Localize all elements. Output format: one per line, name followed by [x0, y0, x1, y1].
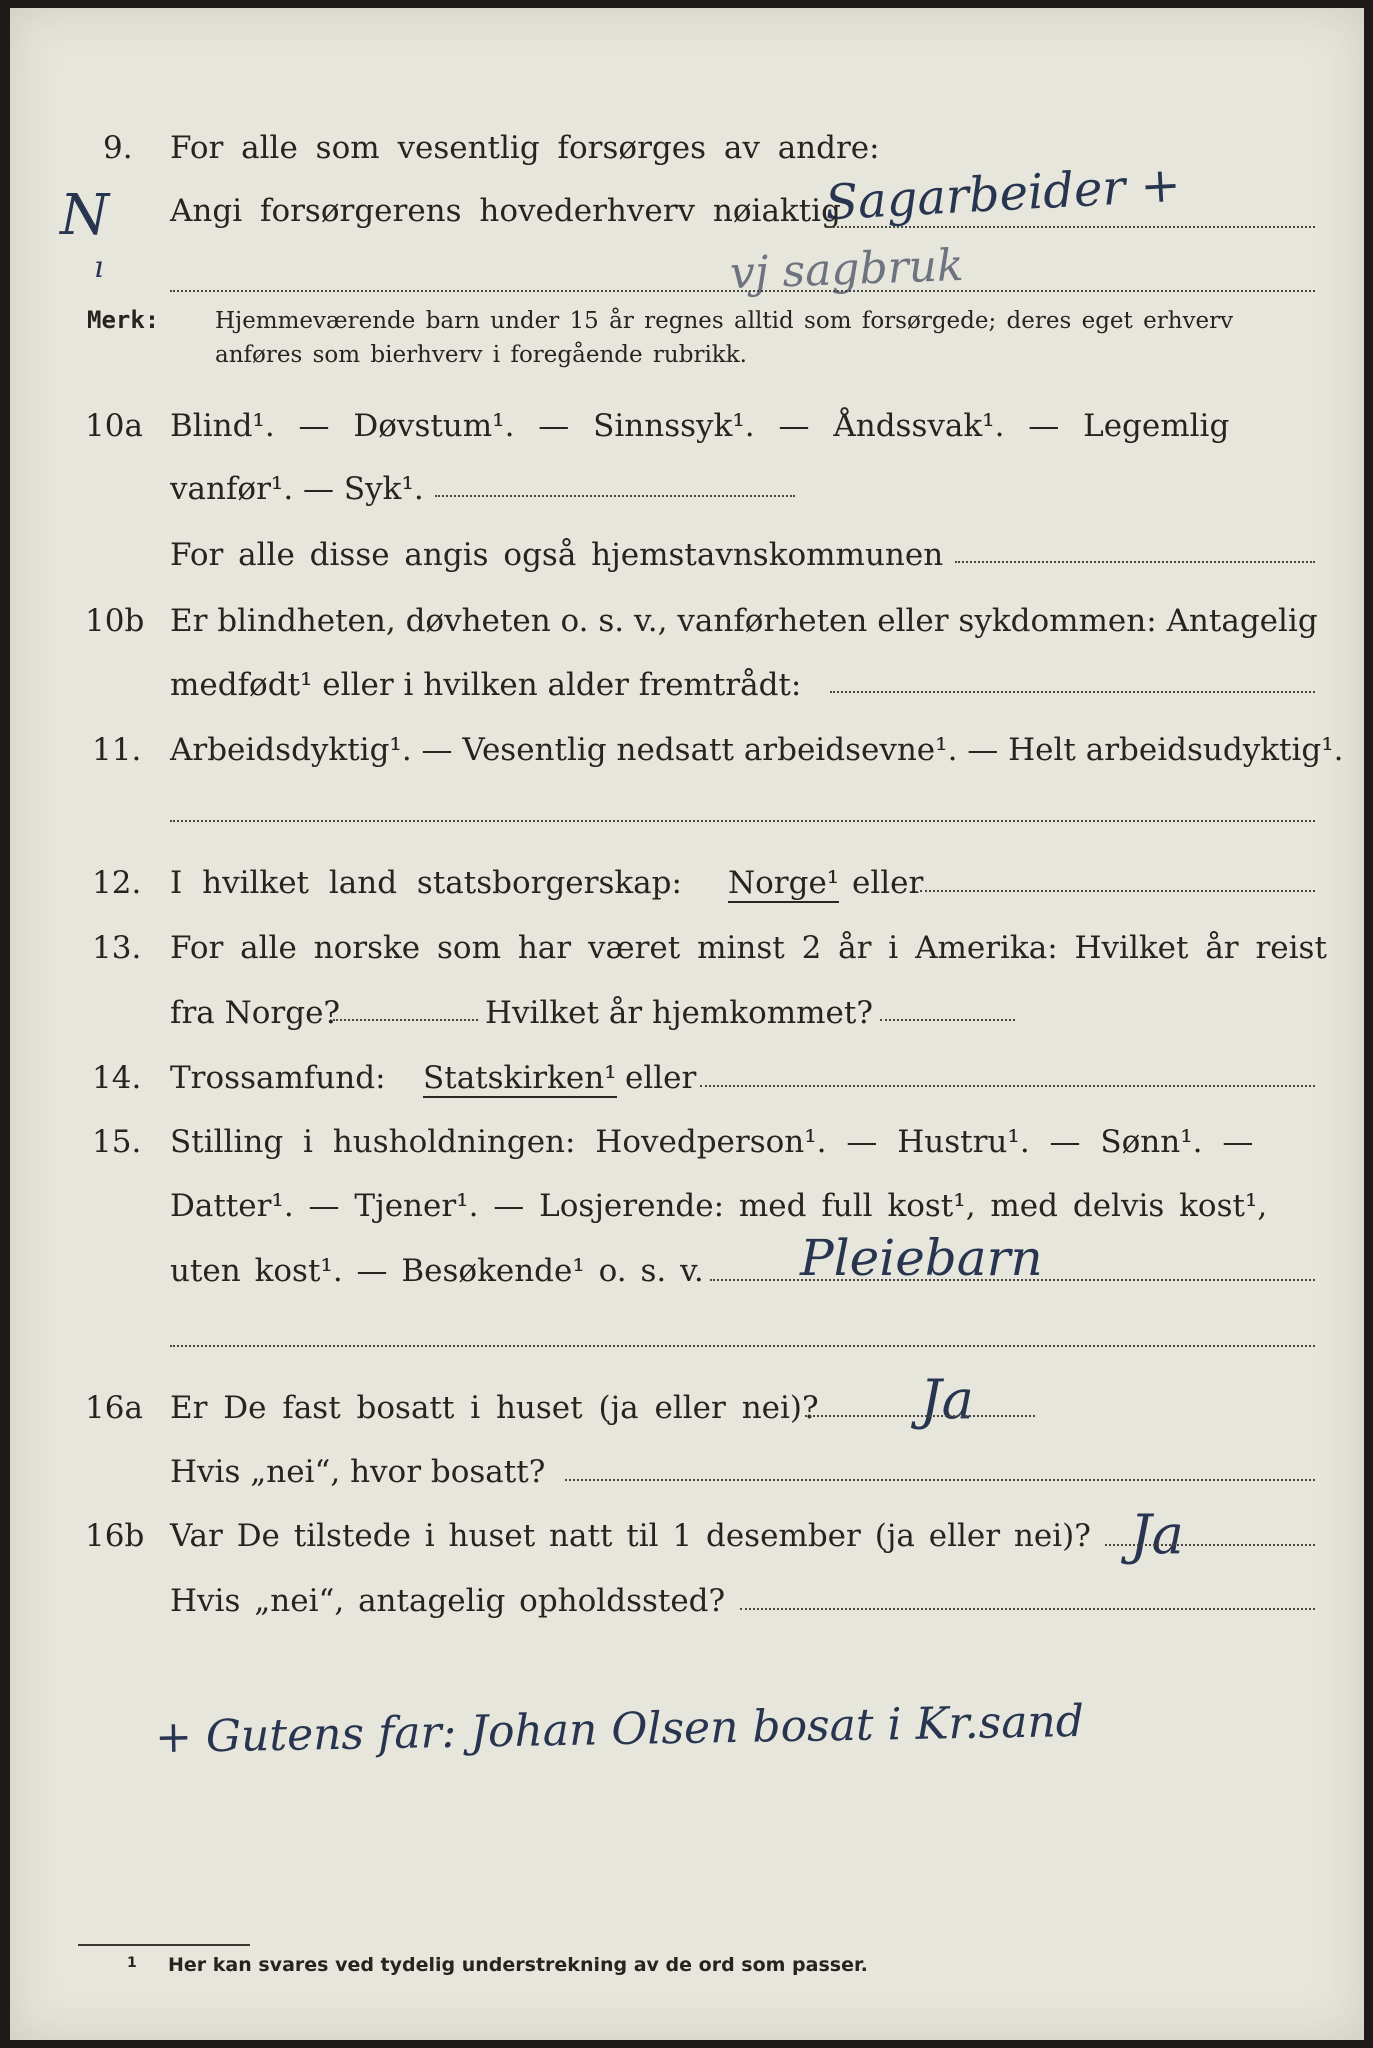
q16b-line2: Hvis „nei“, antagelig opholdssted? [170, 1583, 726, 1619]
q9-answer-line1 [825, 226, 1315, 228]
q9-line1: For alle som vesentlig forsørges av andre: [170, 130, 880, 166]
footnote-rule [78, 1944, 250, 1946]
q14-eller: eller [625, 1060, 697, 1096]
q13-year-returned-line [880, 1019, 1015, 1021]
q10a-line1: Blind¹. — Døvstum¹. — Sinnssyk¹. — Åndssvak¹. — Legemlig [170, 408, 1230, 444]
q10b-number: 10b [85, 603, 145, 639]
q16b-location-line [740, 1608, 1315, 1610]
q13-line2a: fra Norge? [170, 995, 341, 1031]
margin-mark-n: N [60, 183, 109, 248]
q13-line2b: Hvilket år hjemkommet? [485, 995, 873, 1031]
merk-line2: anføres som bierhverv i foregående rubrikk. [215, 342, 747, 368]
q15-answer-line1 [710, 1279, 1315, 1281]
q13-line1: For alle norske som har været minst 2 år i Amerika: Hvilket år reist [170, 930, 1327, 966]
q10b-line1: Er blindheten, døvheten o. s. v., vanførheten eller sykdommen: Antagelig [170, 603, 1318, 639]
q16b-line1: Var De tilstede i huset natt til 1 desember (ja eller nei)? [170, 1518, 1091, 1554]
q14-statskirken-underlined: Statskirken¹ [423, 1060, 617, 1096]
q15-line1: Stilling i husholdningen: Hovedperson¹. — Hustru¹. — Sønn¹. — [170, 1124, 1254, 1160]
q10a-municipality-line [955, 561, 1315, 563]
q11-line1: Arbeidsdyktig¹. — Vesentlig nedsatt arbeidsevne¹. — Helt arbeidsudyktig¹. [170, 732, 1344, 768]
q16b-number: 16b [85, 1518, 145, 1554]
q9-answer-workplace: vj sagbruk [729, 239, 965, 300]
q10b-line2: medfødt¹ eller i hvilken alder fremtrådt: [170, 667, 802, 703]
q10a-line3: For alle disse angis også hjemstavnskommunen [170, 537, 944, 573]
footnote-mark: 1 [127, 1955, 137, 1971]
q14-label: Trossamfund: [170, 1060, 386, 1096]
q11-number: 11. [92, 732, 142, 768]
q10a-line2: vanfør¹. — Syk¹. [170, 471, 424, 507]
q13-number: 13. [92, 930, 142, 966]
q16a-line2: Hvis „nei“, hvor bosatt? [170, 1454, 546, 1490]
merk-label: Merk: [87, 306, 160, 334]
q11-answer-line [170, 820, 1315, 822]
q16a-residence-line [565, 1479, 1315, 1481]
q10a-sick-line [435, 495, 795, 497]
q9-answer-occupation: Sagarbeider + [823, 156, 1183, 232]
q15-number: 15. [92, 1124, 142, 1160]
q12-norge-underlined: Norge¹ [728, 865, 840, 901]
q16a-answer-line [805, 1415, 1035, 1417]
q10a-number: 10a [85, 408, 143, 444]
q14-answer-line [700, 1085, 1315, 1087]
handwritten-note: + Gutens far: Johan Olsen bosat i Kr.sand [154, 1695, 1085, 1764]
q15-answer-line2 [170, 1345, 1315, 1347]
merk-line1: Hjemmeværende barn under 15 år regnes alltid som forsørgede; deres eget erhverv [215, 308, 1234, 334]
q16a-answer: Ja [920, 1368, 974, 1431]
q16a-number: 16a [85, 1390, 143, 1426]
q15-line2: Datter¹. — Tjener¹. — Losjerende: med full kost¹, med delvis kost¹, [170, 1188, 1268, 1224]
q10b-answer-line [830, 691, 1315, 693]
margin-mark-tick: ı [94, 250, 104, 285]
q16a-line1: Er De fast bosatt i huset (ja eller nei)? [170, 1390, 819, 1426]
q9-number: 9. [103, 130, 133, 166]
q15-line3: uten kost¹. — Besøkende¹ o. s. v. [170, 1253, 704, 1289]
q15-answer-position: Pleiebarn [800, 1229, 1043, 1287]
q12-text: I hvilket land statsborgerskap: [170, 865, 682, 901]
q16b-answer-line [1105, 1544, 1315, 1546]
q14-number: 14. [92, 1060, 142, 1096]
census-form-page [10, 8, 1364, 2040]
q13-year-left-line [333, 1019, 478, 1021]
q9-answer-line2 [170, 290, 1315, 292]
q9-line2: Angi forsørgerens hovederhverv nøiaktig [170, 193, 841, 229]
q12-number: 12. [92, 865, 142, 901]
q12-answer-line [920, 890, 1315, 892]
footnote-text: Her kan svares ved tydelig understrekning av de ord som passer. [168, 1954, 868, 1976]
q12-eller: eller [852, 865, 924, 901]
q16b-answer: Ja [1130, 1503, 1184, 1566]
